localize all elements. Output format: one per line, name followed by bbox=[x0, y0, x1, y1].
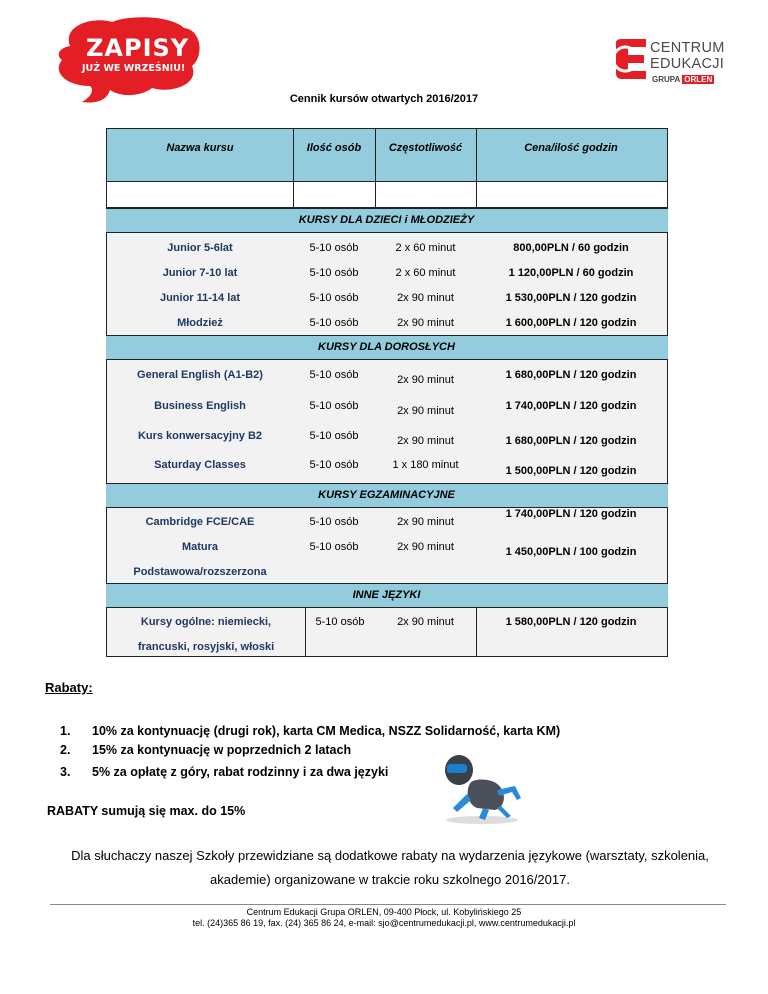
course-name: General English (A1-B2) bbox=[137, 369, 263, 381]
list-text: 15% za kontynuację w poprzednich 2 latach bbox=[92, 743, 352, 757]
header-price: Cena/ilość godzin bbox=[524, 142, 618, 154]
frequency: 2 x 60 minut bbox=[395, 267, 456, 279]
section-exams: KURSY EGZAMINACYJNE bbox=[106, 483, 668, 508]
group-size: 5-10 osób bbox=[309, 459, 359, 471]
footer-contact: tel. (24)365 86 19, fax. (24) 365 86 24, e-mail: sjo@centrumedukacji.pl, www.centrumedukacji.pl bbox=[192, 918, 576, 928]
group-size: 5-10 osób bbox=[309, 292, 359, 304]
course-name: Kursy ogólne: niemiecki, bbox=[140, 616, 272, 628]
note-line-2: akademie) organizowane w trakcie roku szkolnego 2016/2017. bbox=[210, 872, 570, 887]
frequency: 2x 90 minut bbox=[397, 435, 454, 447]
header-frequency: Częstotliwość bbox=[388, 142, 463, 154]
price: 800,00PLN / 60 godzin bbox=[513, 242, 629, 254]
section-children: KURSY DLA DZIECI i MŁODZIEŻY bbox=[106, 208, 668, 233]
price: 1 600,00PLN / 120 godzin bbox=[505, 317, 637, 329]
course-name: Kurs konwersacyjny B2 bbox=[137, 430, 263, 442]
list-number: 2. bbox=[60, 743, 71, 757]
group-size: 5-10 osób bbox=[309, 267, 359, 279]
course-name: Junior 11-14 lat bbox=[159, 292, 241, 304]
price: 1 450,00PLN / 100 godzin bbox=[505, 546, 637, 558]
group-size: 5-10 osób bbox=[309, 516, 359, 528]
table-header-row bbox=[107, 129, 667, 182]
frequency: 2 x 60 minut bbox=[395, 242, 456, 254]
footer-address: Centrum Edukacji Grupa ORLEN, 09-400 Płock, ul. Kobylińskiego 25 bbox=[246, 907, 522, 917]
logo-line-centrum: CENTRUM bbox=[650, 40, 725, 56]
list-text: 10% za kontynuację (drugi rok), karta CM Medica, NSZZ Solidarność, karta KM) bbox=[92, 724, 561, 738]
price: 1 680,00PLN / 120 godzin bbox=[505, 369, 637, 381]
list-number: 3. bbox=[60, 765, 71, 779]
note-line-1: Dla słuchaczy naszej Szkoły przewidziane są dodatkowe rabaty na wydarzenia językowe (warsztaty, szkolenia, bbox=[71, 848, 709, 863]
group-size: 5-10 osób bbox=[315, 616, 365, 628]
frequency: 1 x 180 minut bbox=[392, 459, 459, 471]
frequency: 2x 90 minut bbox=[397, 405, 454, 417]
group-size: 5-10 osób bbox=[309, 430, 359, 442]
logo-line-edukacji: EDUKACJI bbox=[650, 56, 725, 72]
col-divider bbox=[293, 129, 294, 208]
course-name: Saturday Classes bbox=[154, 459, 246, 471]
section-other-languages: INNE JĘZYKI bbox=[106, 583, 668, 608]
frequency: 2x 90 minut bbox=[397, 374, 454, 386]
course-name-continuation: francuski, rosyjski, włoski bbox=[137, 641, 275, 653]
price: 1 580,00PLN / 120 godzin bbox=[505, 616, 637, 628]
course-name: Junior 7-10 lat bbox=[162, 267, 238, 279]
discount-sum-note: RABATY sumują się max. do 15% bbox=[47, 804, 246, 818]
course-name: Junior 5-6lat bbox=[167, 242, 233, 254]
header-group-size: Ilość osób bbox=[306, 142, 362, 154]
price: 1 500,00PLN / 120 godzin bbox=[505, 465, 637, 477]
col-divider bbox=[375, 129, 376, 208]
group-size: 5-10 osób bbox=[309, 242, 359, 254]
badge-subtitle: JUŻ WE WRZEŚNIU! bbox=[82, 63, 186, 74]
course-name: Business English bbox=[154, 400, 246, 412]
section-adults: KURSY DLA DOROSŁYCH bbox=[106, 335, 668, 360]
frequency: 2x 90 minut bbox=[397, 292, 454, 304]
group-size: 5-10 osób bbox=[309, 317, 359, 329]
page-title: Cennik kursów otwartych 2016/2017 bbox=[289, 93, 479, 105]
frequency: 2x 90 minut bbox=[397, 541, 454, 553]
badge-title: ZAPISY bbox=[86, 34, 190, 62]
course-name: Cambridge FCE/CAE bbox=[145, 516, 255, 528]
header-course-name: Nazwa kursu bbox=[166, 142, 234, 154]
price: 1 740,00PLN / 120 godzin bbox=[505, 508, 637, 520]
robot-mascot-icon bbox=[437, 748, 527, 826]
course-name: Matura bbox=[181, 541, 219, 553]
col-divider bbox=[476, 129, 477, 208]
course-name-continuation: Podstawowa/rozszerzona bbox=[133, 566, 267, 578]
price: 1 680,00PLN / 120 godzin bbox=[505, 435, 637, 447]
course-name: Młodzież bbox=[177, 317, 223, 329]
frequency: 2x 90 minut bbox=[397, 516, 454, 528]
empty-row bbox=[107, 182, 667, 208]
price: 1 740,00PLN / 120 godzin bbox=[505, 400, 637, 412]
footer-divider bbox=[50, 904, 726, 905]
list-number: 1. bbox=[60, 724, 71, 738]
frequency: 2x 90 minut bbox=[397, 317, 454, 329]
discounts-heading: Rabaty: bbox=[45, 680, 93, 695]
group-size: 5-10 osób bbox=[309, 400, 359, 412]
price: 1 120,00PLN / 60 godzin bbox=[508, 267, 634, 279]
frequency: 2x 90 minut bbox=[397, 616, 454, 628]
logo-grupa-orlen: GRUPA ORLEN bbox=[652, 75, 713, 84]
list-text: 5% za opłatę z góry, rabat rodzinny i za dwa języki bbox=[92, 765, 389, 779]
group-size: 5-10 osób bbox=[309, 541, 359, 553]
group-size: 5-10 osób bbox=[309, 369, 359, 381]
price-table bbox=[106, 128, 668, 657]
price: 1 530,00PLN / 120 godzin bbox=[505, 292, 637, 304]
